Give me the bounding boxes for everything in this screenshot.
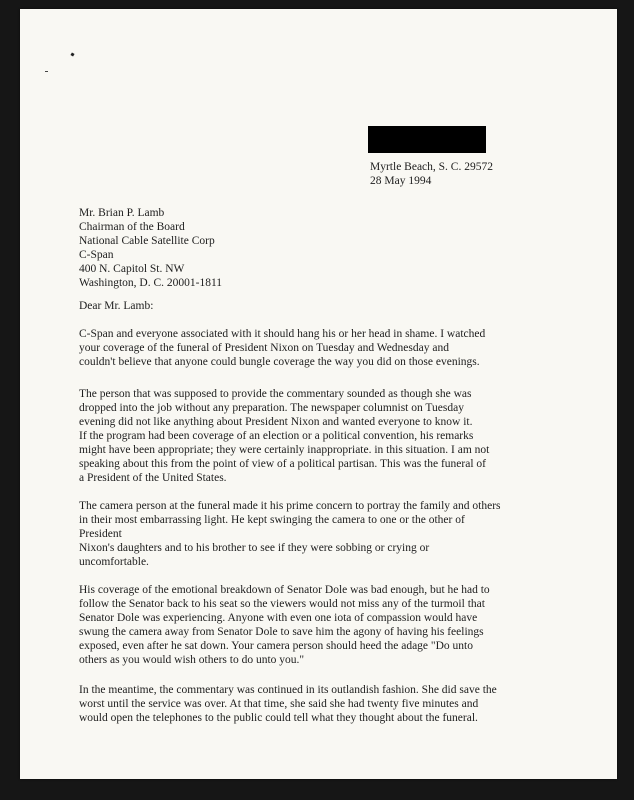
text-line: Senator Dole was experiencing. Anyone with even one iota of compassion would have [79, 612, 478, 624]
text-line: In the meantime, the commentary was continued in its outlandish fashion. She did save the [79, 684, 497, 696]
text-line: His coverage of the emotional breakdown of Senator Dole was bad enough, but he had to [79, 584, 490, 596]
text-line: might have been appropriate; they were certainly inappropriate. in this situation. I am not [79, 444, 490, 456]
recipient-line: Chairman of the Board [79, 221, 185, 233]
paragraph [79, 387, 489, 485]
salutation: Dear Mr. Lamb: [79, 300, 154, 312]
text-line: swung the camera away from Senator Dole to save him the agony of having his feelings [79, 626, 484, 638]
text-line: The person that was supposed to provide the commentary sounded as though she was [79, 388, 472, 400]
sender-city-line: Myrtle Beach, S. C. 29572 [370, 161, 493, 173]
recipient-line: Mr. Brian P. Lamb [79, 207, 165, 219]
recipient-line: 400 N. Capitol St. NW [79, 263, 185, 275]
paragraph [79, 499, 501, 569]
paragraph [79, 683, 497, 725]
text-line: The camera person at the funeral made it his prime concern to portray the family and others [79, 500, 501, 512]
text-line: your coverage of the funeral of President Nixon on Tuesday and Wednesday and [79, 342, 449, 354]
redaction-box [368, 126, 486, 153]
recipient-line: Washington, D. C. 20001-1811 [79, 277, 223, 289]
text-line: evening did not like anything about President Nixon and wanted everyone to know it. [79, 416, 473, 428]
text-line: would open the telephones to the public could tell what they thought about the funeral. [79, 712, 478, 724]
recipient-line: National Cable Satellite Corp [79, 235, 215, 247]
recipient-address [79, 206, 222, 290]
text-line: in their most embarrassing light. He kept swinging the camera to one or the other of [79, 514, 465, 526]
letter-date: 28 May 1994 [370, 175, 432, 187]
text-line: Nixon's daughters and to his brother to see if they were sobbing or crying or [79, 542, 430, 554]
text-line: President [79, 528, 122, 540]
sender-address [370, 160, 493, 188]
text-line: uncomfortable. [79, 556, 149, 568]
text-line: dropped into the job without any preparation. The newspaper columnist on Tuesday [79, 402, 464, 414]
text-line: follow the Senator back to his seat so the viewers would not miss any of the turmoil that [79, 598, 485, 610]
letter-page [20, 9, 617, 779]
stray-mark [70, 52, 74, 56]
text-line: If the program had been coverage of an election or a political convention, his remarks [79, 430, 474, 442]
stray-mark [45, 71, 48, 72]
text-line: others as you would wish others to do unto you." [79, 654, 305, 666]
recipient-line: C-Span [79, 249, 114, 261]
text-line: C-Span and everyone associated with it should hang his or her head in shame. I watched [79, 328, 486, 340]
text-line: couldn't believe that anyone could bungle coverage the way you did on those evenings. [79, 356, 480, 368]
paragraph [79, 583, 490, 667]
text-line: worst until the service was over. At that time, she said she had twenty five minutes and [79, 698, 479, 710]
text-line: a President of the United States. [79, 472, 227, 484]
text-line: speaking about this from the point of view of a political partisan. This was the funeral of [79, 458, 486, 470]
text-line: exposed, even after he sat down. Your camera person should heed the adage "Do unto [79, 640, 473, 652]
paragraph [79, 327, 485, 369]
